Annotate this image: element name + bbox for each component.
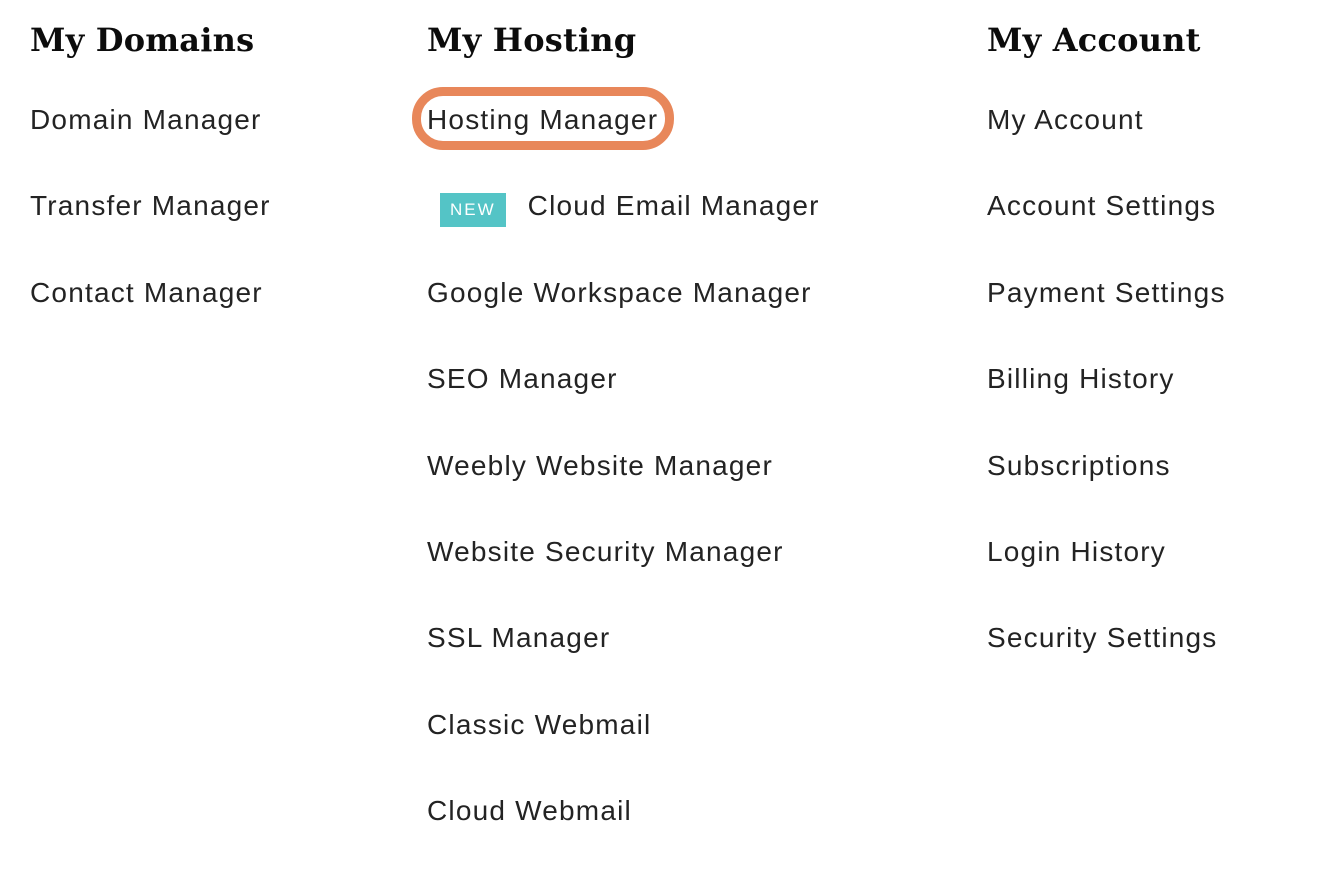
menu-item-payment-settings[interactable] bbox=[987, 275, 1226, 311]
menu-item-label: Website Security Manager bbox=[427, 535, 784, 567]
menu-item-website-security-manager[interactable] bbox=[427, 534, 820, 570]
menu-item-security-settings[interactable] bbox=[987, 620, 1226, 656]
highlight-ring bbox=[427, 102, 658, 138]
my-domains-column bbox=[30, 0, 271, 361]
menu-item-label: Login History bbox=[987, 535, 1167, 567]
menu-item-classic-webmail[interactable] bbox=[427, 707, 820, 743]
my-account-column bbox=[987, 0, 1226, 707]
menu-item-login-history[interactable] bbox=[987, 534, 1226, 570]
menu-item-label: Transfer Manager bbox=[30, 190, 271, 222]
menu-item-transfer-manager[interactable] bbox=[30, 188, 271, 224]
my-domains-list bbox=[30, 102, 271, 311]
menu-item-label: Cloud Email Manager bbox=[527, 190, 820, 222]
menu-item-contact-manager[interactable] bbox=[30, 275, 271, 311]
menu-item-label: Classic Webmail bbox=[427, 708, 652, 740]
menu-item-label: Contact Manager bbox=[30, 276, 263, 308]
my-account-heading: My Account bbox=[987, 21, 1201, 59]
menu-item-label: Billing History bbox=[987, 363, 1175, 395]
my-domains-heading: My Domains bbox=[30, 21, 255, 59]
new-badge: NEW bbox=[440, 193, 506, 227]
menu-item-label: Hosting Manager bbox=[427, 104, 659, 135]
menu-item-cloud-webmail[interactable] bbox=[427, 793, 820, 829]
my-hosting-heading: My Hosting bbox=[427, 21, 637, 59]
menu-item-hosting-manager[interactable] bbox=[427, 102, 820, 138]
menu-item-label: Google Workspace Manager bbox=[427, 276, 812, 308]
menu-item-label: Domain Manager bbox=[30, 104, 262, 135]
menu-item-label: Account Settings bbox=[987, 190, 1217, 222]
menu-item-cloud-email-manager[interactable] bbox=[427, 188, 820, 224]
menu-item-my-account[interactable] bbox=[987, 102, 1226, 138]
menu-item-label: Cloud Webmail bbox=[427, 795, 632, 827]
menu-item-weebly-website-manager[interactable] bbox=[427, 448, 820, 484]
menu-item-label: Security Settings bbox=[987, 622, 1218, 654]
menu-item-domain-manager[interactable] bbox=[30, 102, 271, 138]
menu-item-seo-manager[interactable] bbox=[427, 361, 820, 397]
menu-item-label: SEO Manager bbox=[427, 363, 618, 395]
menu-item-subscriptions[interactable] bbox=[987, 448, 1226, 484]
menu-item-label: Weebly Website Manager bbox=[427, 449, 773, 481]
my-account-list bbox=[987, 102, 1226, 656]
menu-item-label: Subscriptions bbox=[987, 449, 1171, 481]
my-hosting-list bbox=[427, 102, 820, 829]
menu-item-billing-history[interactable] bbox=[987, 361, 1226, 397]
menu-item-ssl-manager[interactable] bbox=[427, 620, 820, 656]
menu-item-account-settings[interactable] bbox=[987, 188, 1226, 224]
menu-item-label: SSL Manager bbox=[427, 622, 611, 654]
menu-item-label: My Account bbox=[987, 104, 1144, 135]
menu-item-label: Payment Settings bbox=[987, 276, 1226, 308]
my-hosting-column bbox=[427, 0, 820, 880]
menu-item-google-workspace-manager[interactable] bbox=[427, 275, 820, 311]
